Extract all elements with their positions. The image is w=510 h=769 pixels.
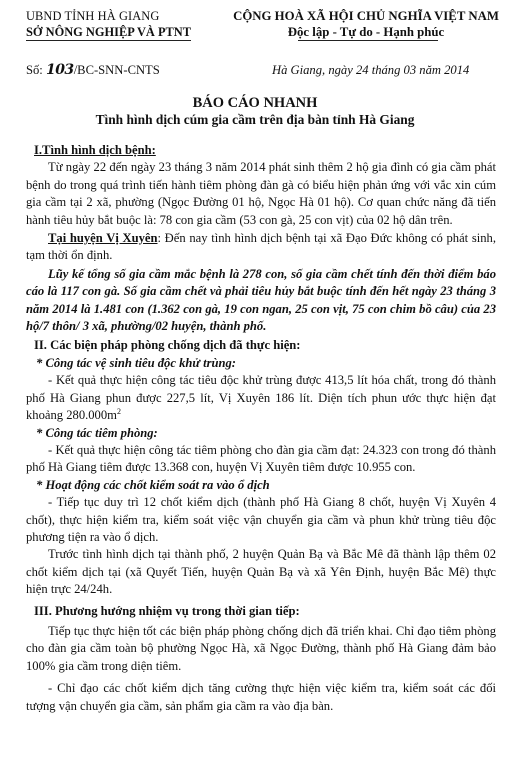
section1-vixuyen: [26, 230, 496, 265]
sub3-text1: - Tiếp tục duy trì 12 chốt kiểm dịch (thành phố Hà Giang 8 chốt, huyện Vị Xuyên 4 chốt), thực hiện kiểm tra, kiểm soát việc vận chuyển gia cầm và phun khử trùng tiêu độc phương tiện ra vào ổ dịch.: [26, 495, 496, 544]
doc-prefix: Số:: [26, 63, 46, 77]
doc-suffix: /BC-SNN-CNTS: [73, 63, 160, 77]
sub1-text-body: - Kết quả thực hiện công tác tiêu độc khử trùng được 413,5 lít hóa chất, trong đó thành phố Hà Giang phun được 227,5 lít, Vị Xuyên 186 lít. Diện tích phun ước thực hiện đạt khoảng 280.000m: [26, 373, 496, 423]
nation-line1: CỘNG HOÀ XÃ HỘI CHỦ NGHĨA VIỆT NAM: [233, 9, 499, 23]
sub3-text2: Trước tình hình dịch tại thành phố, 2 huyện Quản Bạ và Bắc Mê đã thành lập thêm 02 chốt kiểm dịch tại (xã Quyết Tiến, huyện Quản Bạ và xã Yên Định, huyện Bắc Mê) thực hiện trực 24/24h.: [26, 547, 496, 597]
section1-summary: Lũy kế tổng số gia cầm mắc bệnh là 278 con, số gia cầm chết tính đến thời điểm báo cáo là 117 con gà. Số gia cầm chết và phải tiêu hủy bắt buộc tính đến hết ngày 23 tháng 3 năm 2014 là 1.481 con (1.362 con gà, 19 con ngan, 25 con vịt, 75 con chim bồ câu) của 23 hộ/7 thôn/ 3 xã, phường/02 huyện, thành phố.: [26, 266, 496, 334]
sub1-heading: * Công tác vệ sinh tiêu độc khử trùng:: [36, 355, 236, 370]
vixuyen-text: : Đến nay tình hình dịch bệnh tại xã Đạo Đức không có phát sinh, tạm thời ổn định.: [26, 231, 496, 263]
sub2-text: - Kết quả thực hiện công tác tiêm phòng cho đàn gia cầm đạt: 24.323 con trong đó thành phố Hà Giang tiêm được 13.368 con, huyện Vị Xuyên tiêm được 10.955 con.: [26, 442, 496, 475]
doc-number-handwritten: 103: [45, 62, 74, 78]
agency-line1: UBND TỈNH HÀ GIANG: [26, 9, 160, 23]
sub3-heading: * Hoạt động các chốt kiểm soát ra vào ổ dịch: [36, 477, 270, 492]
section3-heading: III. Phương hướng nhiệm vụ trong thời gian tiếp:: [34, 603, 300, 618]
section3-text2: - Chỉ đạo các chốt kiểm dịch tăng cường thực hiện việc kiểm tra, kiểm soát các đối tượng vận chuyển gia cầm, sản phẩm gia cầm ra vào địa bàn.: [26, 681, 496, 713]
nation-header: [226, 8, 506, 40]
section3-text1: Tiếp tục thực hiện tốt các biện pháp phòng chống dịch đã triển khai. Chỉ đạo tiêm phòng cho đàn gia cầm toàn bộ phường Ngọc Hà, xã Ngọc Đường, thành phố Hà Giang đảm bảo 100% gia cầm trong diện tiêm.: [26, 623, 496, 673]
sub2-heading: * Công tác tiêm phòng:: [36, 425, 158, 440]
nation-line2: Độc lập - Tự do - Hạnh phúc: [287, 25, 445, 39]
document-date: Hà Giang, ngày 24 tháng 03 năm 2014: [272, 63, 470, 77]
report-body: [26, 142, 496, 715]
section1-heading: I.Tình hình dịch bệnh:: [34, 143, 156, 157]
report-subtitle: Tình hình dịch cúm gia cầm trên địa bàn tỉnh Hà Giang: [95, 112, 415, 127]
vixuyen-label: Tại huyện Vị Xuyên: [48, 231, 158, 246]
sub1-text: [26, 372, 496, 424]
section2-heading: II. Các biện pháp phòng chống dịch đã thực hiện:: [34, 338, 301, 353]
agency-line2: SỞ NÔNG NGHIỆP VÀ PTNT: [26, 25, 192, 39]
agency-header: [26, 8, 216, 40]
document-number: [26, 62, 160, 79]
agency-underline: [26, 40, 191, 41]
sub1-superscript: 2: [116, 406, 121, 416]
section1-para1: Từ ngày 22 đến ngày 23 tháng 3 năm 2014 phát sinh thêm 2 hộ gia đình có gia cầm phát bệnh do trong quá trình tiến hành tiêm phòng đàn gà có biểu hiện phản ứng với vắc xin cúm gia cầm tại 2 xã, phường (Ngọc Đường 01 hộ, Ngọc Hà 01 hộ). Cơ quan chức năng đã tiến hành tiêu hủy bắt buộc là: 78 con gia cầm (53 con gà, 25 con vịt) của 02 hộ dân trên.: [26, 160, 496, 227]
nation-underline: [298, 40, 438, 41]
report-title: BÁO CÁO NHANH: [192, 95, 318, 111]
